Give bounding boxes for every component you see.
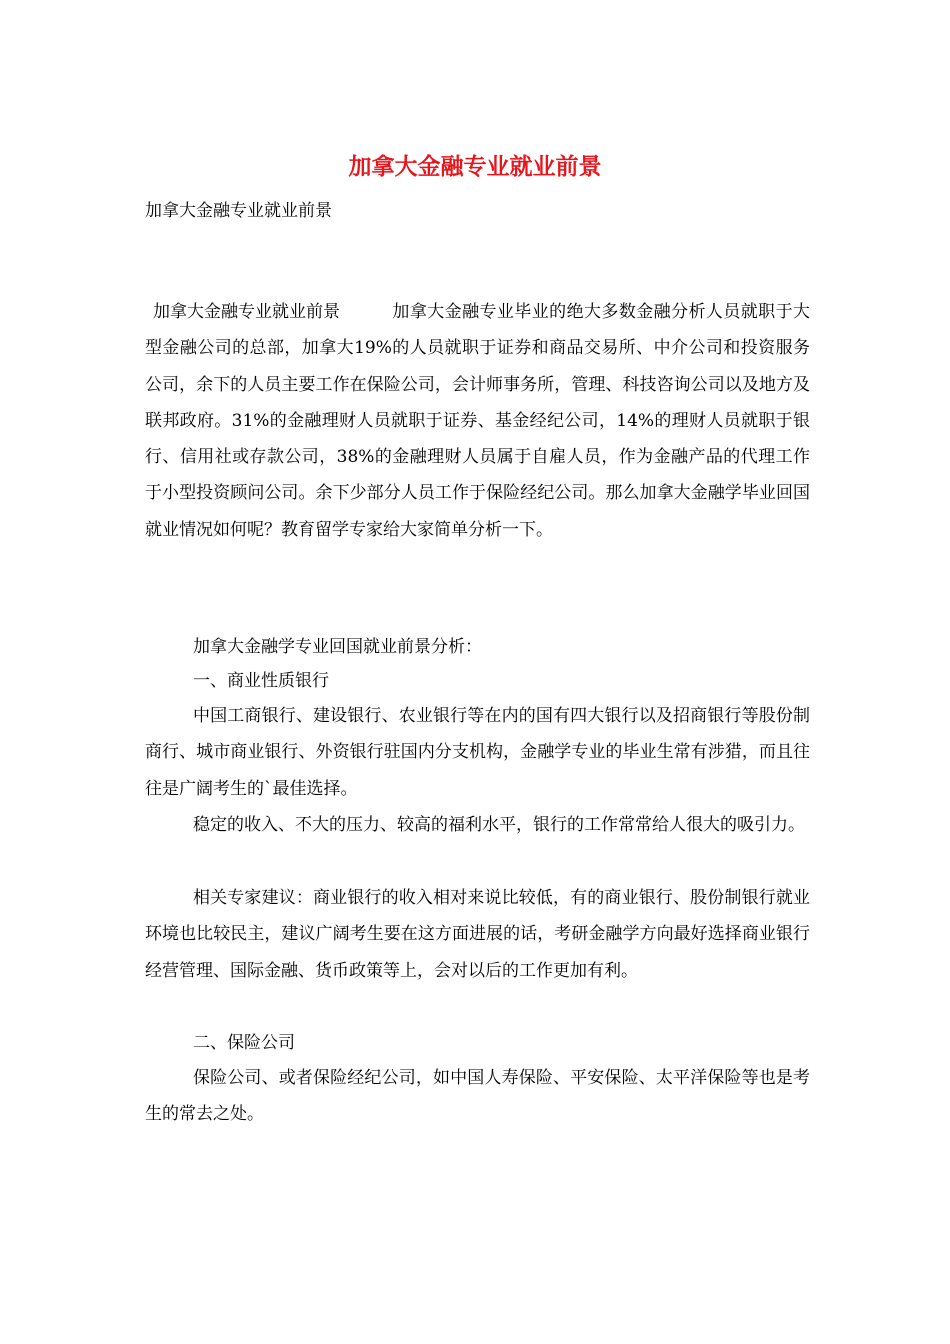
intro-heading: 加拿大金融专业就业前景	[153, 302, 340, 322]
section1-paragraph-1: 中国工商银行、建设银行、农业银行等在内的国有四大银行以及招商银行等股份制商行、城市商业银行、外资银行驻国内分支机构，金融学专业的毕业生常有涉猎，而且往往是广阔考生的`最佳选择。	[145, 706, 810, 799]
analysis-heading: 加拿大金融学专业回国就业前景分析：	[193, 637, 482, 657]
section1-paragraph-3: 相关专家建议：商业银行的收入相对来说比较低，有的商业银行、股份制银行就业环境也比较民主，建议广阔考生要在这方面进展的话，考研金融学方向最好选择商业银行经营管理、国际金融、货币政策等上，会对以后的工作更加有利。	[145, 888, 810, 981]
section1-paragraph-2: 稳定的收入、不大的压力、较高的福利水平，银行的工作常常给人很大的吸引力。	[193, 815, 805, 835]
intro-body: 加拿大金融专业毕业的绝大多数金融分析人员就职于大型金融公司的总部，加拿大19%的人员就职于证券和商品交易所、中介公司和投资服务公司，余下的人员主要工作在保险公司，会计师事务所，管理、科技咨询公司以及地方及联邦政府。31%的金融理财人员就职于证券、基金经纪公司，14%的理财人员就职于银行、信用社或存款公司，38%的金融理财人员属于自雇人员，作为金融产品的代理工作于小型投资顾问公司。余下少部分人员工作于保险经纪公司。那么加拿大金融学毕业回国就业情况如何呢？教育留学专家给大家简单分析一下。	[145, 302, 810, 540]
section2-heading: 二、保险公司	[193, 1033, 295, 1053]
document-subtitle: 加拿大金融专业就业前景	[145, 201, 332, 221]
intro-paragraph	[145, 294, 810, 548]
section1-heading: 一、商业性质银行	[193, 671, 329, 691]
document-title: 加拿大金融专业就业前景	[348, 153, 602, 180]
section2-paragraph-1: 保险公司、或者保险经纪公司，如中国人寿保险、平安保险、太平洋保险等也是考生的常去之处。	[145, 1068, 810, 1125]
